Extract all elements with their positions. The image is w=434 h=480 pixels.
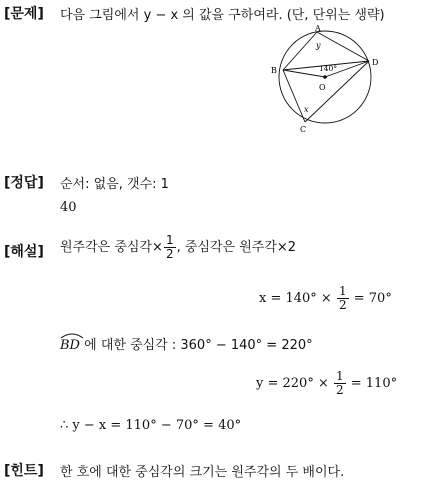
equation-x-lhs: x = 140° × xyxy=(259,291,332,306)
equation-x-fraction xyxy=(337,285,349,311)
chord-ad xyxy=(317,32,369,61)
explanation-line1-pre: 원주각은 중심각× xyxy=(60,240,163,255)
equation-y-rhs: = 110° xyxy=(350,376,398,391)
explanation-line1 xyxy=(60,234,296,262)
conclusion: ∴ y − x = 110° − 70° = 40° xyxy=(60,418,242,433)
problem-tag: [문제] xyxy=(4,6,44,22)
arc-line xyxy=(60,334,313,353)
fraction-num: 1 xyxy=(165,233,174,248)
label-y: y xyxy=(316,41,321,50)
label-d: D xyxy=(372,58,379,67)
chord-ab xyxy=(283,32,317,70)
arc-icon xyxy=(60,331,84,339)
explanation-tag: [해설] xyxy=(4,244,44,260)
hint-tag: [힌트] xyxy=(4,463,44,479)
answer-value: 40 xyxy=(60,200,77,215)
answer-tag: [정답] xyxy=(4,175,44,191)
equation-x-den: 2 xyxy=(338,298,347,312)
equation-y-num: 1 xyxy=(335,369,344,384)
equation-y-fraction xyxy=(334,370,346,396)
equation-x xyxy=(259,284,392,314)
equation-x-num: 1 xyxy=(338,284,347,299)
arc-text: 에 대한 중심각 : 360° − 140° = 220° xyxy=(84,338,313,353)
label-c: C xyxy=(300,125,307,134)
chord-bc xyxy=(283,70,305,122)
label-angle: 140° xyxy=(319,64,338,73)
equation-y xyxy=(256,369,397,399)
label-o: O xyxy=(319,83,326,92)
circle-figure xyxy=(262,24,392,136)
arc-name: BD xyxy=(60,338,80,353)
equation-x-rhs: = 70° xyxy=(353,291,392,306)
equation-y-den: 2 xyxy=(335,383,344,397)
fraction-half xyxy=(164,234,176,260)
hint-text: 한 호에 대한 중심각의 크기는 원주각의 두 배이다. xyxy=(60,465,345,480)
explanation-line1-post: , 중심각은 원주각×2 xyxy=(176,240,297,255)
label-x: x xyxy=(304,105,309,114)
problem-text: 다음 그림에서 y − x 의 값을 구하여라. (단, 단위는 생략) xyxy=(60,8,385,23)
label-a: A xyxy=(315,24,321,33)
center-point xyxy=(323,75,327,79)
arc-symbol xyxy=(60,338,80,353)
fraction-den: 2 xyxy=(165,247,174,261)
equation-y-lhs: y = 220° × xyxy=(256,376,329,391)
answer-order: 순서: 없음, 갯수: 1 xyxy=(60,177,169,192)
label-b: B xyxy=(271,66,277,75)
